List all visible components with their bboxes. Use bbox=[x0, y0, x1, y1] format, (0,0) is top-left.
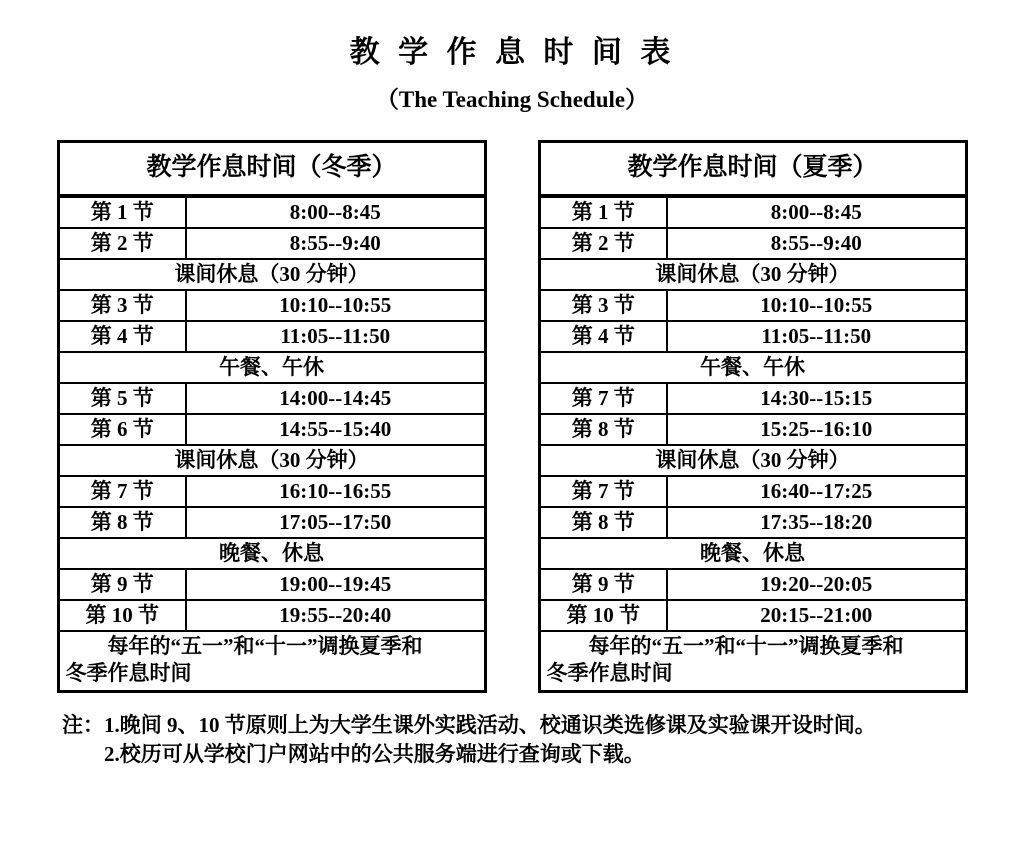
period-time: 14:55--15:40 bbox=[186, 414, 485, 445]
period-label: 第 4 节 bbox=[58, 321, 186, 352]
period-label: 第 2 节 bbox=[539, 228, 667, 259]
period-label: 第 5 节 bbox=[58, 383, 186, 414]
period-time: 14:00--14:45 bbox=[186, 383, 485, 414]
break-label: 晚餐、休息 bbox=[58, 538, 485, 569]
winter-schedule-table bbox=[57, 140, 487, 693]
period-time: 10:10--10:55 bbox=[186, 290, 485, 321]
period-time: 16:10--16:55 bbox=[186, 476, 485, 507]
period-label: 第 7 节 bbox=[58, 476, 186, 507]
table-footnote bbox=[539, 631, 966, 692]
note-item-2: 2.校历可从学校门户网站中的公共服务端进行查询或下载。 bbox=[104, 742, 645, 766]
period-label: 第 3 节 bbox=[539, 290, 667, 321]
table-footnote bbox=[58, 631, 485, 692]
schedule-tables-row bbox=[0, 140, 1024, 693]
period-label: 第 1 节 bbox=[58, 196, 186, 228]
period-time: 16:40--17:25 bbox=[667, 476, 966, 507]
period-time: 11:05--11:50 bbox=[186, 321, 485, 352]
period-label: 第 9 节 bbox=[539, 569, 667, 600]
break-label: 课间休息（30 分钟） bbox=[58, 259, 485, 290]
period-time: 19:00--19:45 bbox=[186, 569, 485, 600]
period-time: 17:35--18:20 bbox=[667, 507, 966, 538]
page-title: 教 学 作 息 时 间 表 bbox=[349, 35, 675, 70]
table-title: 教学作息时间（夏季） bbox=[539, 142, 966, 197]
period-label: 第 4 节 bbox=[539, 321, 667, 352]
period-time: 15:25--16:10 bbox=[667, 414, 966, 445]
notes-items bbox=[104, 711, 984, 769]
period-label: 第 9 节 bbox=[58, 569, 186, 600]
period-label: 第 10 节 bbox=[58, 600, 186, 631]
period-label: 第 7 节 bbox=[539, 383, 667, 414]
footnote-line-2: 冬季作息时间 bbox=[546, 661, 673, 685]
period-label: 第 7 节 bbox=[539, 476, 667, 507]
period-time: 14:30--15:15 bbox=[667, 383, 966, 414]
break-label: 午餐、午休 bbox=[539, 352, 966, 383]
period-time: 20:15--21:00 bbox=[667, 600, 966, 631]
break-label: 课间休息（30 分钟） bbox=[539, 445, 966, 476]
page-subtitle: （The Teaching Schedule） bbox=[375, 87, 649, 112]
period-time: 8:00--8:45 bbox=[186, 196, 485, 228]
period-time: 17:05--17:50 bbox=[186, 507, 485, 538]
break-label: 课间休息（30 分钟） bbox=[539, 259, 966, 290]
note-item-1: 1.晚间 9、10 节原则上为大学生课外实践活动、校通识类选修课及实验课开设时间。 bbox=[104, 713, 876, 737]
period-time: 8:00--8:45 bbox=[667, 196, 966, 228]
period-label: 第 8 节 bbox=[539, 507, 667, 538]
period-label: 第 8 节 bbox=[539, 414, 667, 445]
notes-prefix: 注： bbox=[62, 713, 104, 737]
summer-schedule-table bbox=[538, 140, 968, 693]
footnote-line-2: 冬季作息时间 bbox=[65, 661, 192, 685]
footnote-line-1: 每年的“五一”和“十一”调换夏季和 bbox=[588, 634, 904, 658]
table-title: 教学作息时间（冬季） bbox=[58, 142, 485, 197]
period-time: 19:20--20:05 bbox=[667, 569, 966, 600]
period-time: 19:55--20:40 bbox=[186, 600, 485, 631]
period-time: 10:10--10:55 bbox=[667, 290, 966, 321]
period-time: 11:05--11:50 bbox=[667, 321, 966, 352]
break-label: 晚餐、休息 bbox=[539, 538, 966, 569]
period-label: 第 1 节 bbox=[539, 196, 667, 228]
notes-section bbox=[62, 711, 984, 769]
period-label: 第 6 节 bbox=[58, 414, 186, 445]
period-time: 8:55--9:40 bbox=[667, 228, 966, 259]
period-label: 第 3 节 bbox=[58, 290, 186, 321]
footnote-line-1: 每年的“五一”和“十一”调换夏季和 bbox=[107, 634, 423, 658]
break-label: 午餐、午休 bbox=[58, 352, 485, 383]
period-label: 第 2 节 bbox=[58, 228, 186, 259]
period-label: 第 10 节 bbox=[539, 600, 667, 631]
period-label: 第 8 节 bbox=[58, 507, 186, 538]
period-time: 8:55--9:40 bbox=[186, 228, 485, 259]
break-label: 课间休息（30 分钟） bbox=[58, 445, 485, 476]
